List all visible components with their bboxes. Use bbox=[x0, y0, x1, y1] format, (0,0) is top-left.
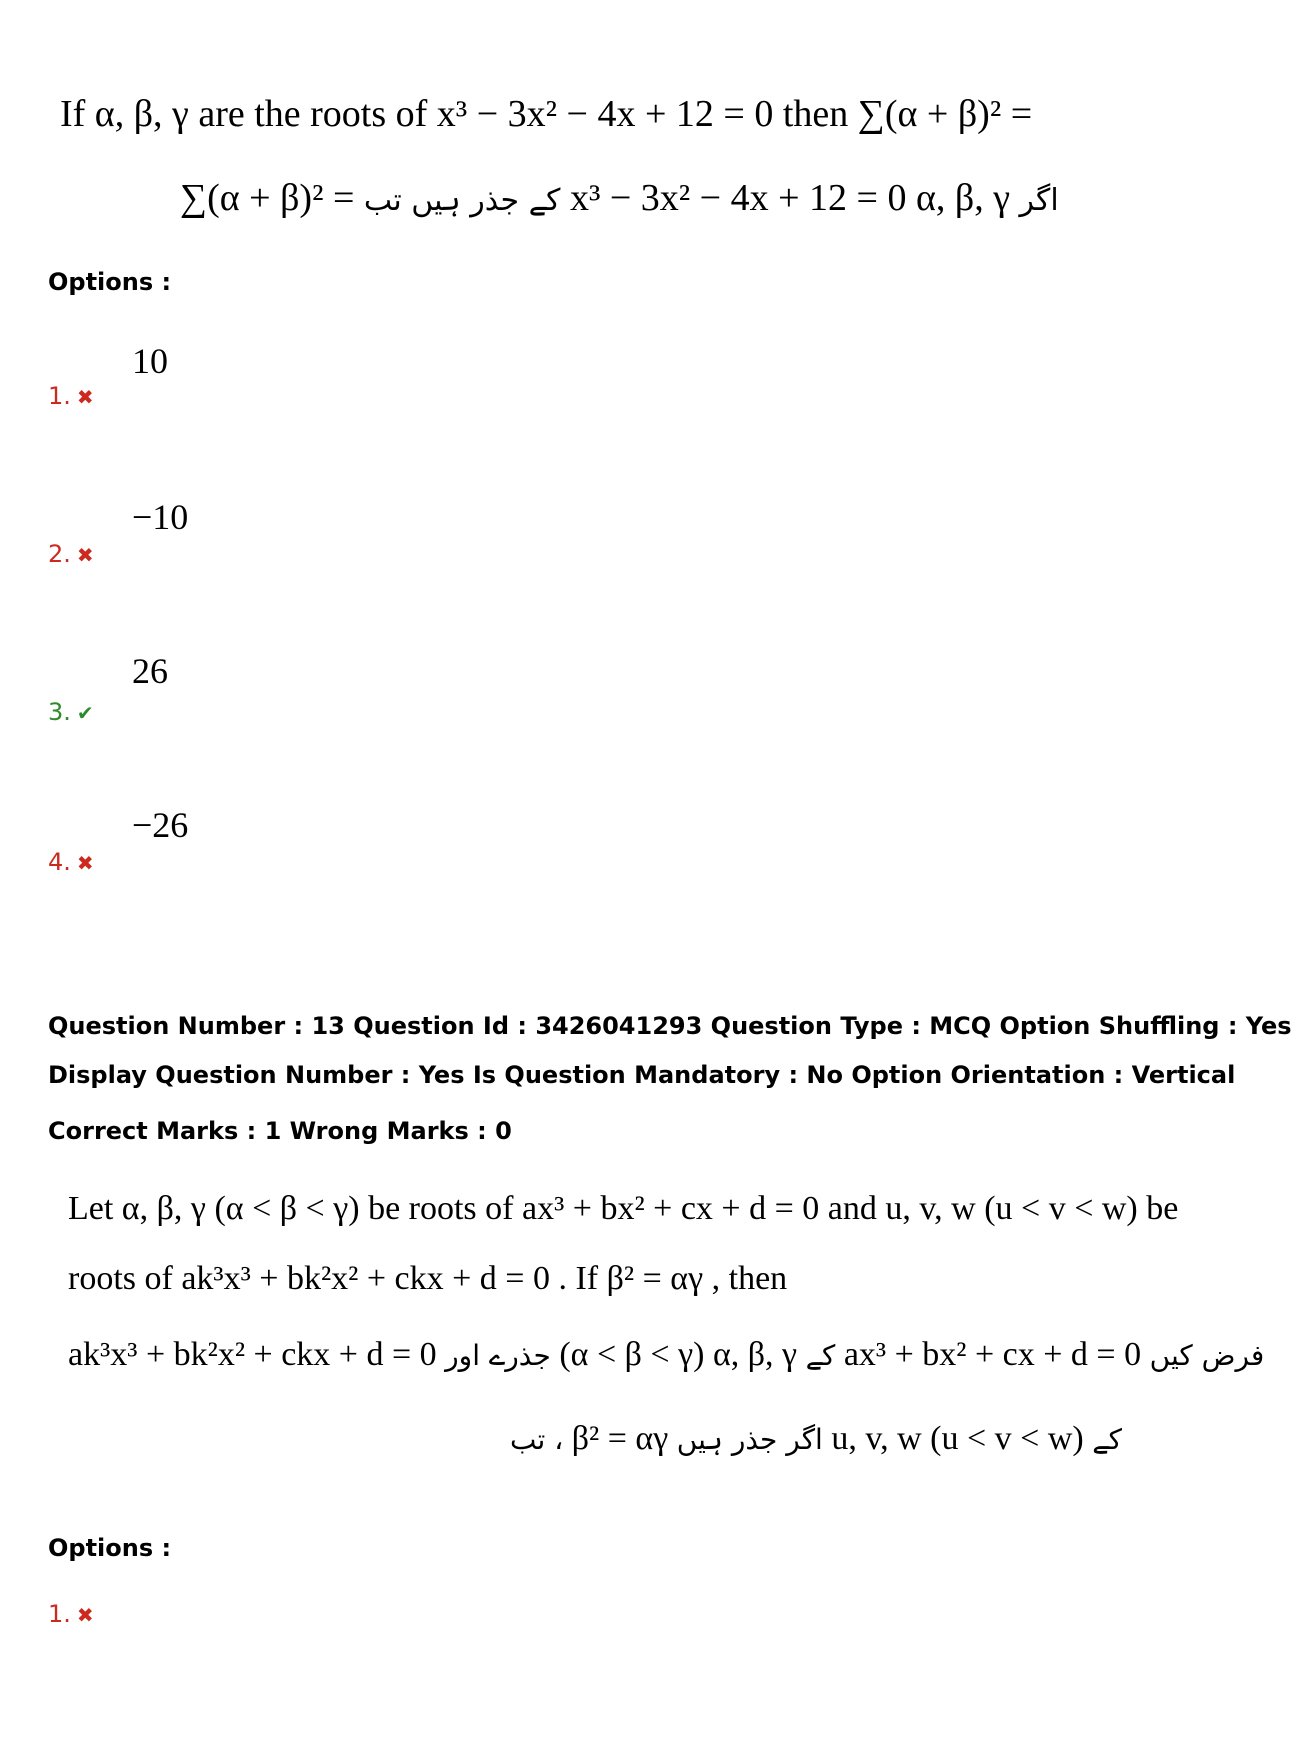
q13-stem-urdu-line-1 bbox=[68, 1336, 1264, 1374]
q13-meta-line-1: Question Number : 13 Question Id : 3426041293 Question Type : MCQ Option Shuffling : Yes bbox=[48, 1012, 1292, 1040]
q13-options-label: Options : bbox=[48, 1534, 172, 1562]
wrong-icon: ✖ bbox=[76, 1603, 94, 1627]
q13-stem-line-2: roots of ak³x³ + bk²x² + ckx + d = 0 . If β² = αγ , then bbox=[68, 1260, 788, 1297]
option-number: 2. bbox=[48, 540, 71, 568]
wrong-icon: ✖ bbox=[76, 851, 94, 875]
q13-urdu-equation: ax³ + bx² + cx + d = 0 bbox=[843, 1336, 1142, 1373]
q13-urdu-text-1: جذرے اور bbox=[445, 1339, 551, 1372]
q13-meta-line-2: Display Question Number : Yes Is Question Mandatory : No Option Orientation : Vertical bbox=[48, 1061, 1236, 1089]
wrong-icon: ✖ bbox=[76, 543, 94, 567]
q12-stem-urdu bbox=[180, 176, 1059, 220]
option-number: 1. bbox=[48, 1600, 71, 1628]
q13-urdu-condition: β² = αγ bbox=[571, 1420, 669, 1457]
q13-urdu-math-1: ak³x³ + bk²x² + ckx + d = 0 bbox=[68, 1336, 437, 1373]
q13-option-1[interactable] bbox=[48, 1600, 94, 1628]
q12-urdu-agar: اگر bbox=[1019, 183, 1059, 218]
wrong-icon: ✖ bbox=[76, 385, 94, 409]
q13-stem-urdu-line-2 bbox=[510, 1420, 1122, 1458]
q12-options-label: Options : bbox=[48, 268, 172, 296]
q12-option-1-value: 10 bbox=[132, 341, 168, 381]
q12-option-2[interactable] bbox=[48, 540, 94, 568]
q12-option-1[interactable] bbox=[48, 382, 94, 410]
option-number: 4. bbox=[48, 848, 71, 876]
q13-urdu-text-5: کے bbox=[1092, 1423, 1122, 1456]
q12-urdu-equation: x³ − 3x² − 4x + 12 = 0 α, β, γ bbox=[569, 177, 1010, 219]
q12-urdu-text: کے جذر ہیں تب bbox=[363, 183, 561, 218]
option-number: 1. bbox=[48, 382, 71, 410]
q12-option-4[interactable] bbox=[48, 848, 94, 876]
option-number: 3. bbox=[48, 698, 71, 726]
q12-stem-english: If α, β, γ are the roots of x³ − 3x² − 4x + 12 = 0 then ∑(α + β)² = bbox=[60, 93, 1033, 135]
q13-urdu-text-2: کے bbox=[805, 1339, 836, 1372]
q12-option-3[interactable] bbox=[48, 698, 94, 726]
q12-option-4-value: −26 bbox=[132, 805, 189, 845]
check-icon: ✔ bbox=[76, 701, 94, 725]
q12-option-3-value: 26 bbox=[132, 651, 168, 691]
q13-urdu-tab: تب ، bbox=[510, 1423, 564, 1456]
q12-urdu-math: ∑(α + β)² = bbox=[180, 177, 355, 219]
q13-meta-line-3: Correct Marks : 1 Wrong Marks : 0 bbox=[48, 1117, 512, 1145]
q12-option-2-value: −10 bbox=[132, 497, 189, 537]
q13-urdu-text-4: اگر جذر ہیں bbox=[676, 1423, 823, 1456]
q13-urdu-roots: (α < β < γ) α, β, γ bbox=[559, 1336, 798, 1373]
q13-urdu-text-3: فرض کیں bbox=[1149, 1339, 1265, 1372]
q13-stem-line-1: Let α, β, γ (α < β < γ) be roots of ax³ + bx² + cx + d = 0 and u, v, w (u < v < w) be bbox=[68, 1190, 1179, 1227]
q13-urdu-uvw: u, v, w (u < v < w) bbox=[831, 1420, 1084, 1457]
